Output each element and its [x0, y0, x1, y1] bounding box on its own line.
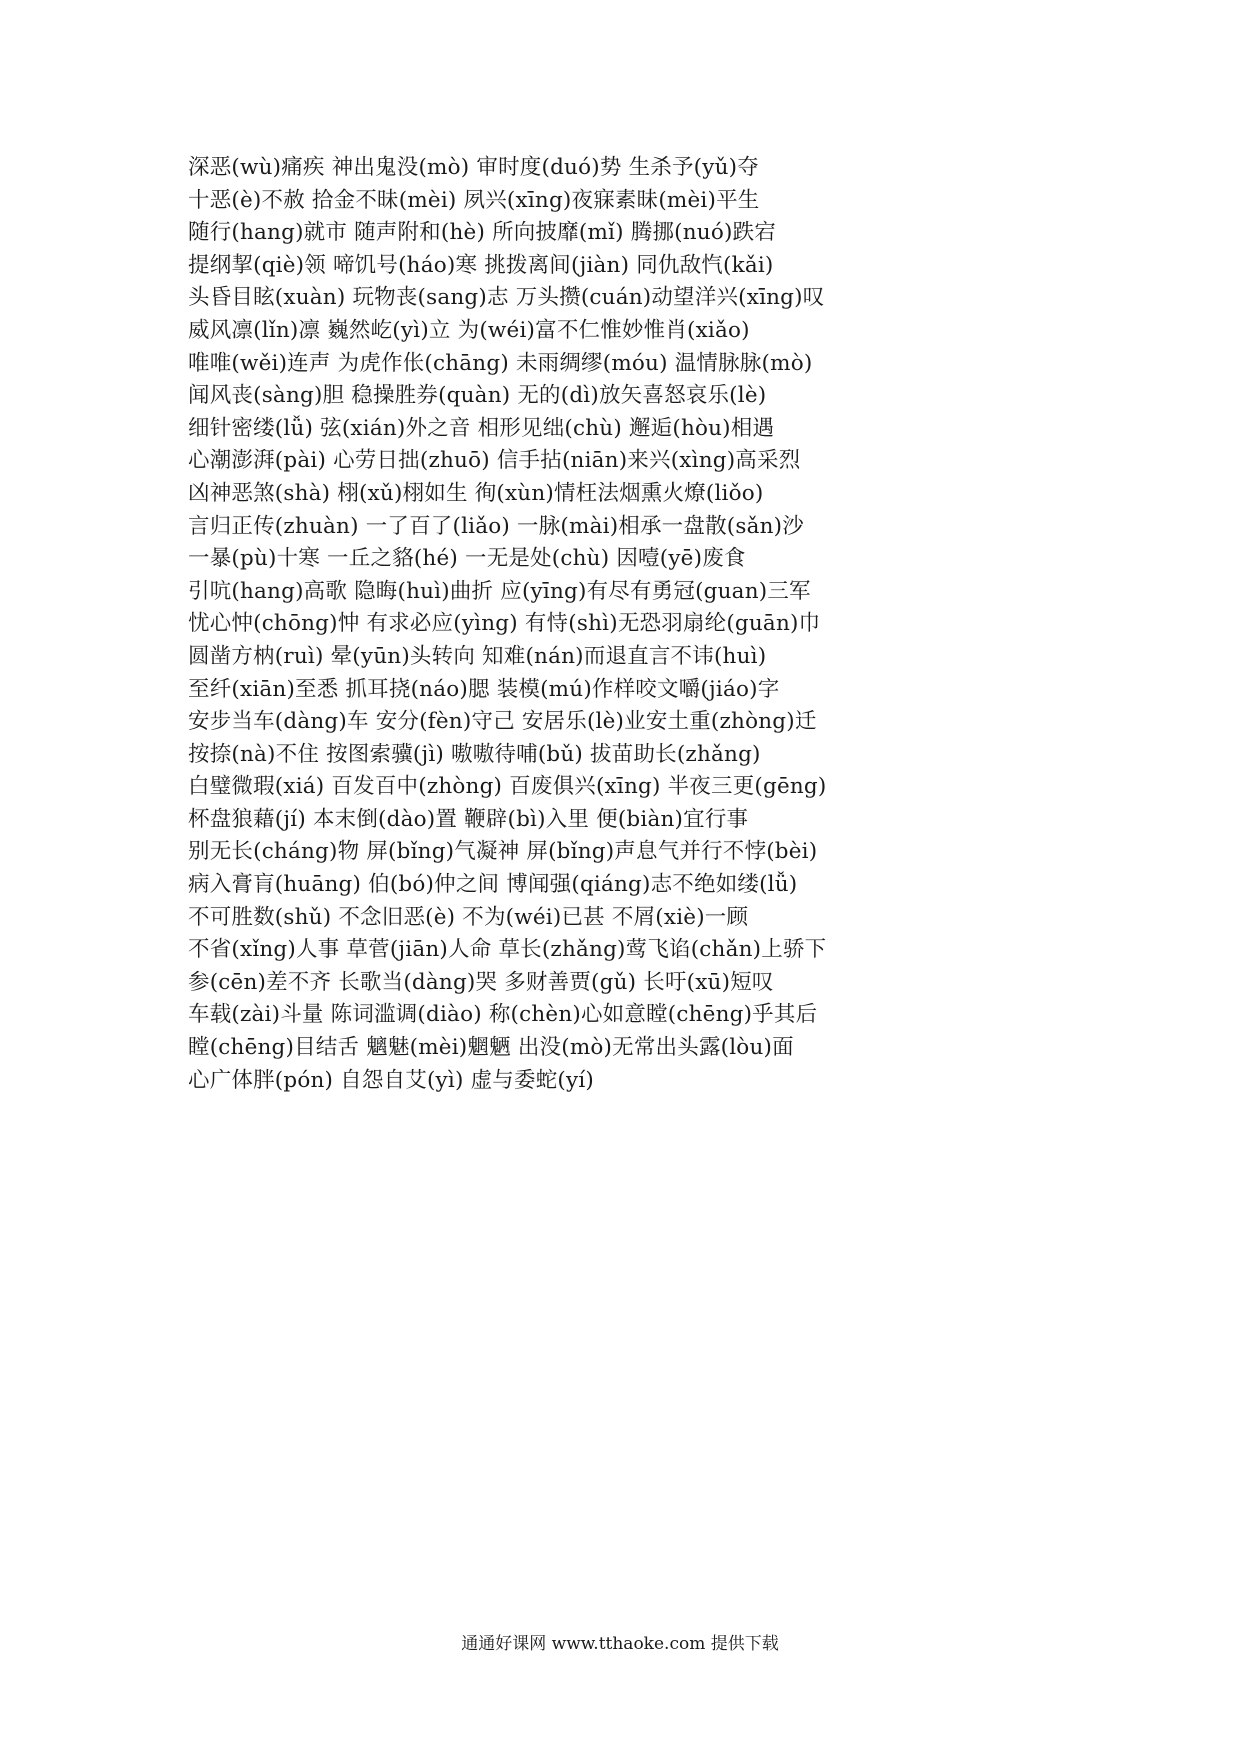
text-line: 不可胜数(shǔ) 不念旧恶(è) 不为(wéi)已甚 不屑(xiè)一顾	[188, 904, 749, 930]
text-line: 头昏目眩(xuàn) 玩物丧(sang)志 万头攒(cuán)动望洋兴(xīng)叹	[188, 285, 825, 311]
text-line: 忧心忡(chōng)忡 有求必应(yìng) 有恃(shì)无恐羽扇纶(guān)巾	[188, 611, 821, 637]
text-line: 安步当车(dàng)车 安分(fèn)守己 安居乐(lè)业安土重(zhòng)迁	[188, 709, 817, 735]
text-line: 随行(hang)就市 随声附和(hè) 所向披靡(mǐ) 腾挪(nuó)跌宕	[188, 220, 776, 246]
page-footer: 通通好课网 www.tthaoke.com 提供下载	[461, 1634, 779, 1654]
text-line: 心潮澎湃(pài) 心劳日拙(zhuō) 信手拈(niān)来兴(xìng)高采烈	[188, 448, 801, 474]
text-line: 不省(xǐng)人事 草菅(jiān)人命 草长(zhǎng)莺飞谄(chǎn)上骄下	[188, 937, 827, 963]
text-line: 白璧微瑕(xiá) 百发百中(zhòng) 百废俱兴(xīng) 半夜三更(gēng)	[188, 774, 827, 800]
text-line: 瞠(chēng)目结舌 魑魅(mèi)魍魉 出没(mò)无常出头露(lòu)面	[188, 1035, 794, 1061]
text-line: 闻风丧(sàng)胆 稳操胜券(quàn) 无的(dì)放矢喜怒哀乐(lè)	[188, 383, 767, 409]
text-line: 杯盘狼藉(jí) 本末倒(dào)置 鞭辟(bì)入里 便(biàn)宜行事	[188, 806, 749, 832]
text-line: 唯唯(wěi)连声 为虎作伥(chāng) 未雨绸缪(móu) 温情脉脉(mò)	[188, 350, 813, 376]
text-line: 至纤(xiān)至悉 抓耳挠(náo)腮 装模(mú)作样咬文嚼(jiáo)字	[188, 676, 780, 702]
text-line: 病入膏肓(huāng) 伯(bó)仲之间 博闻强(qiáng)志不绝如缕(lǚ)	[188, 872, 798, 898]
text-line: 一暴(pù)十寒 一丘之貉(hé) 一无是处(chù) 因噎(yē)废食	[188, 546, 746, 572]
text-line: 言归正传(zhuàn) 一了百了(liǎo) 一脉(mài)相承一盘散(sǎn)沙	[188, 513, 804, 539]
text-line: 车载(zài)斗量 陈词滥调(diào) 称(chèn)心如意瞠(chēng)乎其后	[188, 1002, 818, 1028]
text-line: 引吭(hang)高歌 隐晦(huì)曲折 应(yīng)有尽有勇冠(guan)三军	[188, 578, 811, 604]
document-body	[188, 152, 1108, 1097]
text-line: 参(cēn)差不齐 长歌当(dàng)哭 多财善贾(gǔ) 长吁(xū)短叹	[188, 969, 774, 995]
text-line: 威风凛(lǐn)凛 巍然屹(yì)立 为(wéi)富不仁惟妙惟肖(xiǎo)	[188, 317, 750, 343]
text-line: 按捺(nà)不住 按图索骥(jì) 嗷嗷待哺(bǔ) 拔苗助长(zhǎng)	[188, 741, 761, 767]
text-line: 十恶(è)不赦 拾金不昧(mèi) 夙兴(xīng)夜寐素昧(mèi)平生	[188, 187, 760, 213]
text-line: 细针密缕(lǚ) 弦(xián)外之音 相形见绌(chù) 邂逅(hòu)相遇	[188, 415, 775, 441]
text-line: 凶神恶煞(shà) 栩(xǔ)栩如生 徇(xùn)情枉法烟熏火燎(liǒo)	[188, 480, 764, 506]
text-line: 别无长(cháng)物 屏(bǐng)气凝神 屏(bǐng)声息气并行不悖(bèi)	[188, 839, 818, 865]
text-line: 深恶(wù)痛疾 神出鬼没(mò) 审时度(duó)势 生杀予(yǔ)夺	[188, 155, 759, 180]
text-line: 圆凿方枘(ruì) 晕(yūn)头转向 知难(nán)而退直言不讳(huì)	[188, 643, 767, 669]
text-line: 提纲挈(qiè)领 啼饥号(háo)寒 挑拨离间(jiàn) 同仇敌忾(kǎi)	[188, 252, 774, 278]
text-line: 心广体胖(pón) 自怨自艾(yì) 虚与委蛇(yí)	[188, 1067, 594, 1093]
